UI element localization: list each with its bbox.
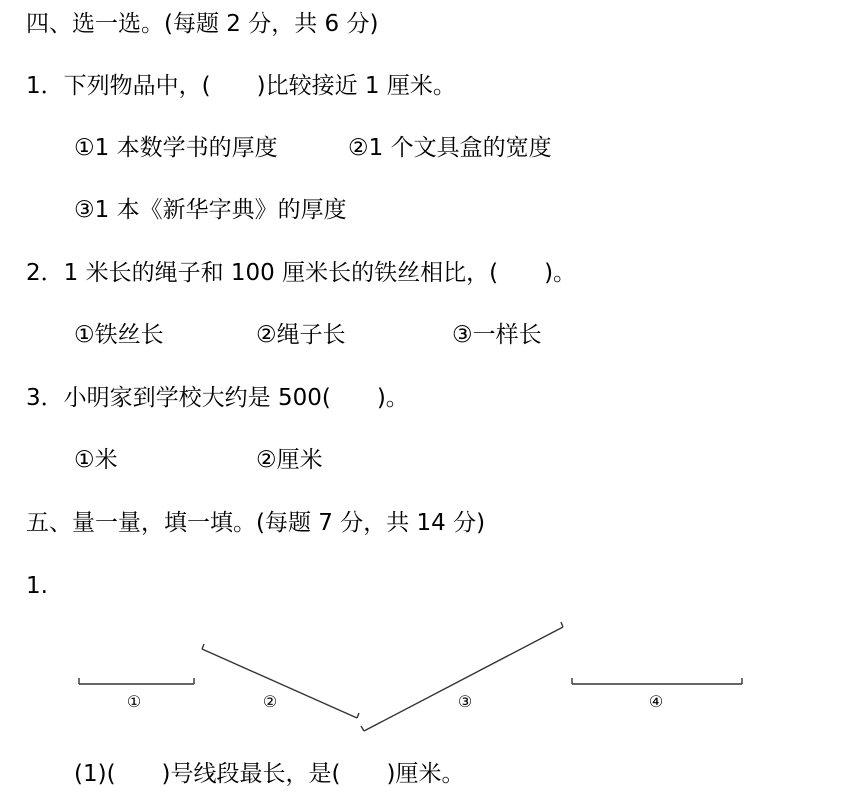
s5-q1-sub1: (1)( )号线段最长，是( )厘米。 (74, 761, 465, 787)
q2-option-3: ③一样长 (452, 322, 542, 348)
q1-option-2: ②1 个文具盒的宽度 (348, 135, 552, 161)
section4-heading: 四、选一选。(每题 2 分，共 6 分) (26, 11, 379, 37)
segment-3 (361, 622, 563, 731)
segment-4 (572, 678, 742, 684)
segment-1 (79, 678, 194, 684)
line-segments-figure (0, 605, 851, 745)
q3-stem: 3．小明家到学校大约是 500( )。 (26, 385, 409, 411)
q1-option-3: ③1 本《新华字典》的厚度 (74, 197, 347, 223)
q1-option-1: ①1 本数学书的厚度 (74, 135, 278, 161)
q2-option-1: ①铁丝长 (74, 322, 164, 348)
segment-label-3: ③ (457, 692, 473, 711)
segment-label-1: ① (126, 692, 142, 711)
q2-stem: 2．1 米长的绳子和 100 厘米长的铁丝相比，( )。 (26, 260, 577, 286)
q3-option-2: ②厘米 (256, 447, 323, 473)
q3-option-1: ①米 (74, 447, 118, 473)
segment-label-4: ④ (648, 692, 664, 711)
q2-option-2: ②绳子长 (256, 322, 346, 348)
q1-stem: 1．下列物品中，( )比较接近 1 厘米。 (26, 73, 456, 99)
s5-q1-number: 1. (26, 573, 48, 599)
segment-2 (202, 644, 359, 718)
section5-heading: 五、量一量，填一填。(每题 7 分，共 14 分) (26, 510, 486, 536)
segment-label-2: ② (262, 692, 278, 711)
